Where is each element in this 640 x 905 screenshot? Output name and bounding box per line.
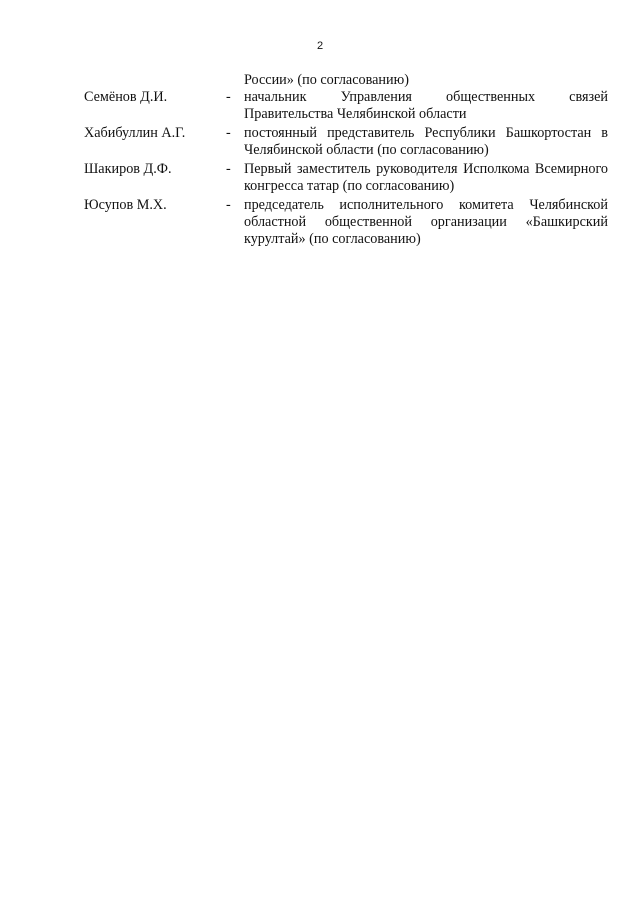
list-item xyxy=(84,89,608,123)
dash-separator: - xyxy=(226,161,231,177)
member-name: Хабибуллин А.Г. xyxy=(84,125,186,141)
continuation-text: России» (по согласованию) xyxy=(244,72,409,88)
list-item xyxy=(84,197,608,248)
dash-separator: - xyxy=(226,197,231,213)
member-position: начальник Управления общественных связей Правительства Челябинской области xyxy=(244,89,608,122)
list-item xyxy=(84,125,608,159)
member-position: председатель исполнительного комитета Челябинской областной общественной организации «Башкирский курултай» (по согласованию) xyxy=(244,197,608,247)
member-position: постоянный представитель Республики Башкортостан в Челябинской области (по согласованию) xyxy=(244,125,608,158)
list-item xyxy=(84,161,608,195)
member-name: Юсупов М.Х. xyxy=(84,197,167,213)
dash-separator: - xyxy=(226,125,231,141)
member-position: Первый заместитель руководителя Исполкома Всемирного конгресса татар (по согласованию) xyxy=(244,161,608,194)
member-name: Семёнов Д.И. xyxy=(84,89,168,105)
dash-separator: - xyxy=(226,89,231,105)
member-list xyxy=(84,72,608,248)
page-number: 2 xyxy=(316,40,324,52)
member-name: Шакиров Д.Ф. xyxy=(84,161,172,177)
